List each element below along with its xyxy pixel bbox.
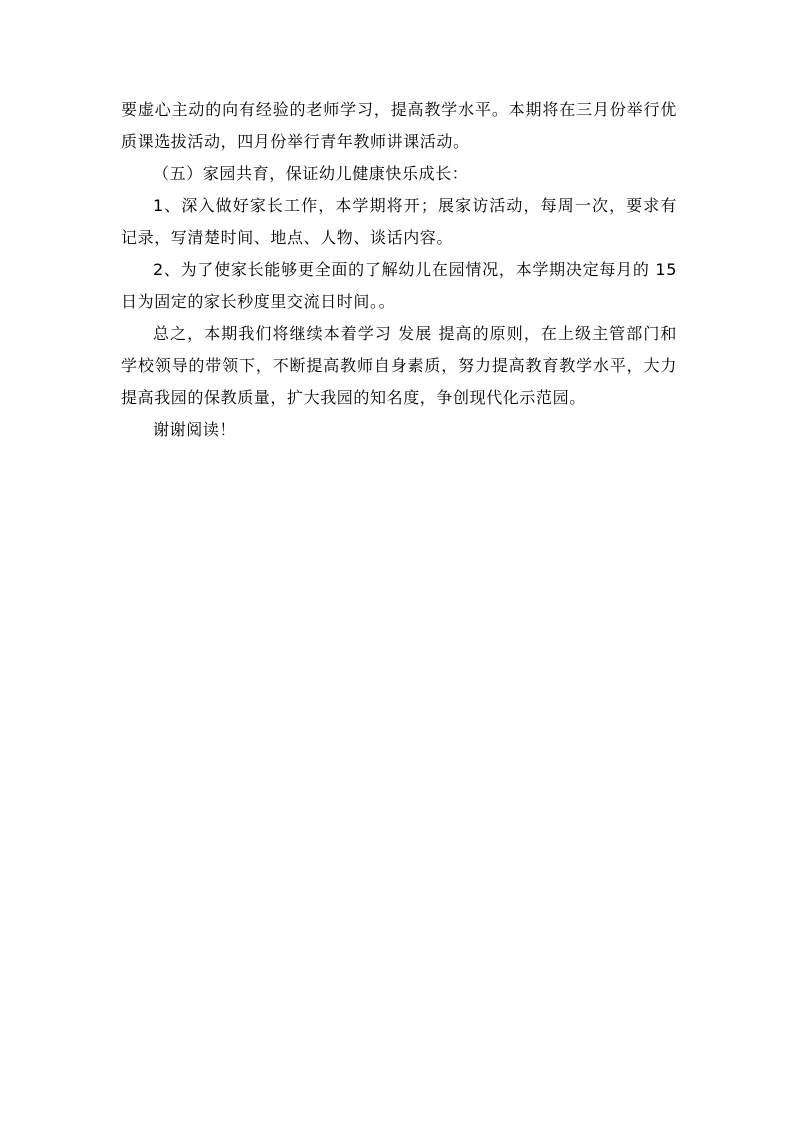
closing-line: 谢谢阅读！ <box>153 420 237 439</box>
paragraph-continuation: 要虚心主动的向有经验的老师学习，提高教学水平。本期将在三月份举行优质课选拔活动，四月份举行青年教师讲课活动。 <box>121 100 677 151</box>
paragraph-item-2: 2、为了使家长能够更全面的了解幼儿在园情况，本学期决定每月的 15 日为固定的家长秒度里交流日时间。。 <box>121 260 677 311</box>
paragraph-item-1: 1、深入做好家长工作，本学期将开；展家访活动，每周一次，要求有记录，写清楚时间、地点、人物、谈话内容。 <box>121 196 677 247</box>
section-heading: （五）家园共育，保证幼儿健康快乐成长： <box>153 164 469 183</box>
paragraph-summary: 总之，本期我们将继续本着学习 发展 提高的原则，在上级主管部门和学校领导的带领下，不断提高教师自身素质，努力提高教育教学水平，大力提高我园的保教质量，扩大我园的知名度，争创现代化示范园。 <box>121 324 677 407</box>
document-body <box>121 94 677 446</box>
